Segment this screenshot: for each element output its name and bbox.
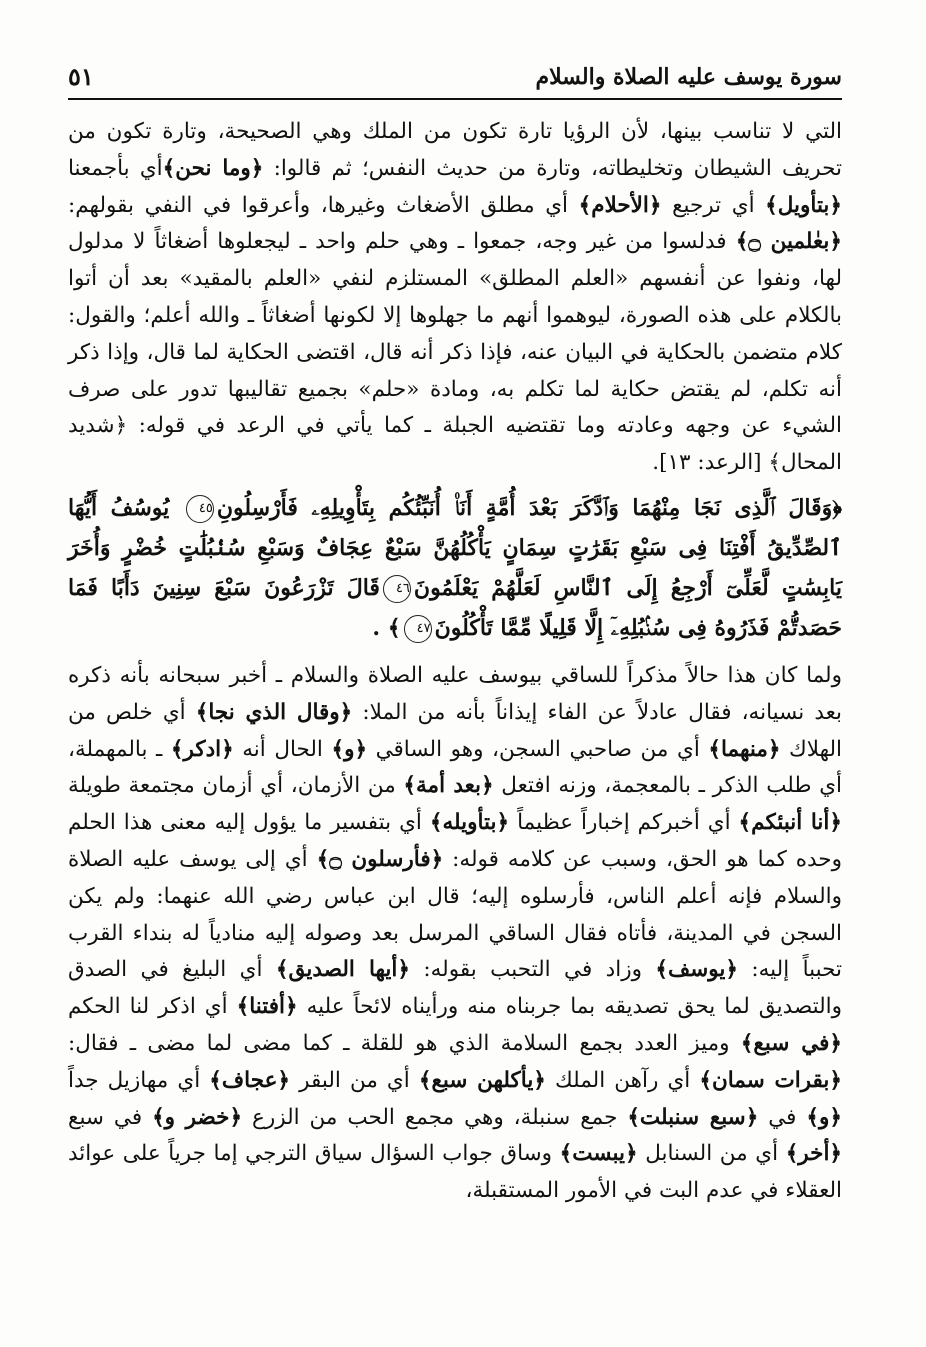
- text-run: فدلسوا من غير وجه، جمعوا ـ وهي حلم واحد ـ ليجعلوها أضغاثاً لا مدلول لها، ونفوا عن أنفسهم «العلم المطلق» المستلزم لنفي «العلم بالمقيد» بعد أن أتوا بالكلام على هذه الصورة، ليوهموا أنهم ما جهلوها إلا لكونها أضغاثاً ـ والله أعلم؛ والقول: كلام متضمن بالحكاية في البيان عنه، فإذا ذكر أنه قال، اقتضى الحكاية لما قال، وإذا ذكر أنه تكلم، لم يقتض حكاية لما تكلم به، ومادة «حلم» بجميع تقاليبها تدور على صرف الشيء عن وجهه وعادته وما تقتضيه الجبلة ـ كما يأتي في الرعد في قوله: ﴿شديد المحال﴾ [الرعد: ١٣].: [68, 229, 842, 476]
- text-run: أي رآهن الملك: [545, 1067, 700, 1093]
- quran-quote: ﴿يبست﴾: [559, 1141, 638, 1167]
- quran-quote: ﴿فأرسلون ۝﴾: [316, 846, 444, 872]
- verse-end-bracket: ﴾ .: [372, 614, 401, 641]
- quran-quote: ﴿أنا أنبئكم﴾: [738, 810, 842, 836]
- quran-quote: ﴿أيها الصديق﴾: [275, 957, 410, 983]
- text-run: وساق جواب السؤال سياق الترجي إما جرياً على عوائد العقلاء في عدم البت في الأمور المستقبلة،: [68, 1141, 842, 1204]
- page-header: [68, 58, 842, 100]
- quran-quote: ﴿يوسف﴾: [655, 957, 738, 983]
- quran-quote: ﴿أفتنا﴾: [236, 994, 298, 1020]
- quran-quote: ﴿منهما﴾: [708, 736, 781, 762]
- text-run: الحال أنه: [233, 736, 332, 762]
- quran-quote: ﴿يأكلهن سبع﴾: [418, 1067, 546, 1093]
- paragraph-tafsir-2: [68, 658, 842, 1210]
- quran-quote: ﴿عجاف﴾: [209, 1067, 291, 1093]
- text-run: أي إلى يوسف عليه الصلاة والسلام فإنه أعلم الناس، فأرسلوه إليه؛ قال ابن عباس رضي الله عنهما: ولم يكن السجن في المدينة، فأتاه فقال الساقي المرسل بعد وصوله إليه منادياً له بنداء القرب تحبباً إليه:: [68, 846, 842, 983]
- text-run: التي لا تناسب بينها، لأن الرؤيا تارة تكون من الملك وهي الصحيحة، وتارة تكون من تحريف الشيطان وتخليطاته، وتارة من حديث النفس؛ ثم قالوا:: [68, 119, 842, 181]
- text-run: أي من السنابل: [637, 1141, 786, 1167]
- text-run: أي خلص من الهلاك: [68, 699, 843, 762]
- page-body: [68, 114, 842, 1210]
- quran-quote: ﴿بعد أمة﴾: [403, 773, 494, 799]
- quran-quote: ﴿خضر و﴾: [152, 1104, 243, 1130]
- text-run: أي بتفسير ما يؤول إليه معنى هذا الحلم وحده كما هو الحق، وسبب عن كلامه قوله:: [68, 810, 842, 872]
- text-run: وزاد في التحبب بقوله:: [409, 957, 656, 983]
- running-title: سورة يوسف عليه الصلاة والسلام: [535, 64, 842, 90]
- text-run: وميز العدد بجمع السلامة الذي هو للقلة ـ كما مضى لما مضى ـ فقال:: [68, 1030, 741, 1056]
- text-run: جمع سنبلة، وهي مجمع الحب من الزرع: [242, 1104, 628, 1130]
- verse-number-45: ٤٥: [186, 495, 214, 523]
- text-run: أي مهازيل جداً: [68, 1067, 210, 1093]
- quran-verses-block: [68, 488, 842, 648]
- page-number: ٥١: [68, 62, 94, 91]
- verse-number-47: ٤٧: [404, 615, 432, 643]
- text-run: أي ترجيع: [661, 192, 766, 218]
- text-run: أي من البقر: [290, 1067, 419, 1093]
- quran-quote: ﴿وما نحن﴾: [162, 155, 264, 181]
- quran-quote: ﴿وقال الذي نجا﴾: [195, 699, 353, 725]
- quran-quote: ﴿بعٰلمين ۝﴾: [735, 229, 842, 255]
- quran-quote: ﴿ادكر﴾: [170, 736, 234, 762]
- paragraph-tafsir-1: [68, 114, 842, 482]
- quran-quote: ﴿بقرات سمان﴾: [699, 1067, 843, 1093]
- text-run: أي اذكر لنا الحكم: [68, 994, 237, 1020]
- text-run: في سبع: [68, 1104, 153, 1130]
- text-run: ولما كان هذا حالاً مذكراً للساقي بيوسف عليه الصلاة والسلام ـ أخبر سبحانه بأنه ذكره بعد نسيانه، فقال عادلاً عن الفاء إيذاناً بأنه من الملا:: [68, 662, 843, 725]
- text-run: أي من صاحبي السجن، وهو الساقي: [367, 736, 709, 762]
- quran-quote: ﴿بتأويل﴾: [765, 192, 843, 218]
- quran-quote: ﴿سبع سنبلت﴾: [627, 1104, 759, 1130]
- verse-45: ﴿وَقَالَ ٱلَّذِى نَجَا مِنْهُمَا وَٱدَّكَرَ بَعْدَ أُمَّةٍ أَنَا۠ أُنَبِّئُكُم بِتَأْوِيلِهِۦ فَأَرْسِلُونِ: [216, 494, 842, 521]
- text-run: أي مطلق الأضغاث وغيرها، وأعرقوا في النفي بقولهم:: [68, 192, 579, 218]
- text-run: من الأزمان، أي أزمان مجتمعة طويلة: [68, 773, 404, 799]
- verse-number-46: ٤٦: [383, 575, 411, 603]
- verse-47: قَالَ تَزْرَعُونَ سَبْعَ سِنِينَ دَأَبًا فَمَا حَصَدتُّمْ فَذَرُوهُ فِى سُنۢبُلِهِۦٓ إِلَّا قَلِيلًا مِّمَّا تَأْكُلُونَ: [68, 574, 842, 641]
- quran-quote: ﴿و﴾: [806, 1104, 842, 1130]
- quran-quote: ﴿بتأويله﴾: [429, 810, 510, 836]
- text-run: أي البليغ في الصدق والتصديق لما يحق تصديقه بما جربناه منه ورأيناه لائحاً عليه: [68, 957, 842, 1020]
- text-run: أي بأجمعنا: [68, 155, 163, 181]
- quran-quote: ﴿الأحلام﴾: [578, 192, 662, 218]
- verse-46: يُوسُفُ أَيُّهَا ٱلصِّدِّيقُ أَفْتِنَا فِى سَبْعِ بَقَرَٰتٍ سِمَانٍ يَأْكُلُهُنَّ سَبْعٌ عِجَافٌ وَسَبْعِ سُنۢبُلَٰتٍ خُضْرٍ وَأُخَرَ يَابِسَٰتٍ لَّعَلِّىٓ أَرْجِعُ إِلَى ٱلنَّاسِ لَعَلَّهُمْ يَعْلَمُونَ: [68, 494, 842, 601]
- text-run: في: [758, 1104, 807, 1130]
- text-run: أي أخبركم إخباراً عظيماً: [509, 810, 739, 836]
- text-run: ـ بالمهملة، أي طلب الذكر ـ بالمعجمة، وزنه افتعل: [68, 736, 843, 799]
- quran-quote: ﴿في سبع﴾: [740, 1030, 843, 1056]
- quran-quote: ﴿أخر﴾: [785, 1141, 843, 1167]
- quran-quote: ﴿و﴾: [331, 736, 368, 762]
